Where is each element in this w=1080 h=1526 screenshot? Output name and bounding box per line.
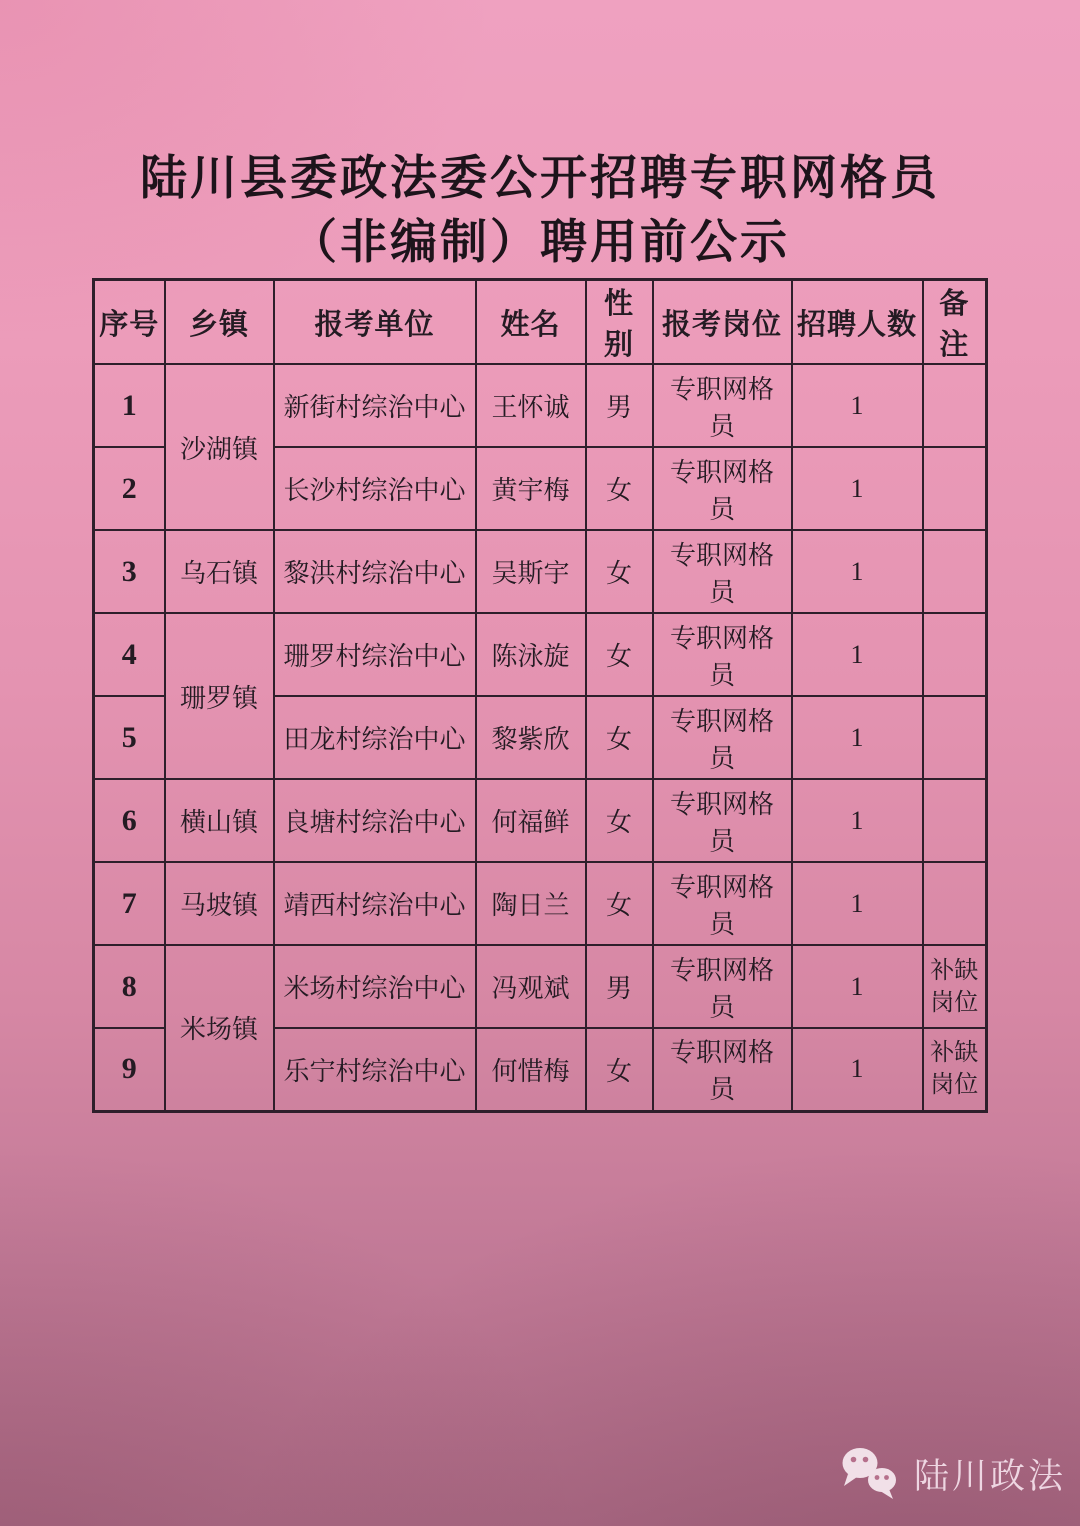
cell-gender: 男 [586, 945, 653, 1028]
cell-gender: 女 [586, 530, 653, 613]
cell-unit: 乐宁村综治中心 [274, 1028, 476, 1111]
table-row [94, 364, 987, 447]
cell-unit: 良塘村综治中心 [274, 779, 476, 862]
cell-position: 专职网格员 [653, 530, 792, 613]
col-header-note: 备注 [923, 280, 987, 365]
table-header-row [94, 280, 987, 365]
cell-count: 1 [792, 862, 923, 945]
cell-note [923, 862, 987, 945]
cell-name: 陈泳旋 [476, 613, 586, 696]
cell-name: 王怀诚 [476, 364, 586, 447]
cell-name: 冯观斌 [476, 945, 586, 1028]
announcement-title [0, 146, 1080, 274]
table-row [94, 530, 987, 613]
cell-no: 2 [94, 447, 165, 530]
cell-position: 专职网格员 [653, 696, 792, 779]
col-header-gender: 性别 [586, 280, 653, 365]
table-row [94, 862, 987, 945]
cell-town: 横山镇 [165, 779, 274, 862]
cell-gender: 女 [586, 613, 653, 696]
col-header-unit: 报考单位 [274, 280, 476, 365]
recruitment-table [92, 278, 988, 1113]
cell-count: 1 [792, 945, 923, 1028]
cell-no: 6 [94, 779, 165, 862]
col-header-town: 乡镇 [165, 280, 274, 365]
cell-gender: 男 [586, 364, 653, 447]
col-header-count: 招聘人数 [792, 280, 923, 365]
cell-note: 补缺岗位 [923, 945, 987, 1028]
cell-name: 黎紫欣 [476, 696, 586, 779]
cell-position: 专职网格员 [653, 613, 792, 696]
cell-count: 1 [792, 779, 923, 862]
cell-note: 补缺岗位 [923, 1028, 987, 1111]
cell-gender: 女 [586, 1028, 653, 1111]
cell-town: 珊罗镇 [165, 613, 274, 779]
table-row [94, 945, 987, 1028]
cell-position: 专职网格员 [653, 1028, 792, 1111]
cell-note [923, 364, 987, 447]
cell-unit: 田龙村综治中心 [274, 696, 476, 779]
cell-town: 马坡镇 [165, 862, 274, 945]
cell-unit: 靖西村综治中心 [274, 862, 476, 945]
col-header-position: 报考岗位 [653, 280, 792, 365]
cell-note [923, 447, 987, 530]
cell-no: 7 [94, 862, 165, 945]
cell-no: 3 [94, 530, 165, 613]
cell-gender: 女 [586, 696, 653, 779]
cell-count: 1 [792, 696, 923, 779]
wechat-watermark [838, 1446, 1066, 1502]
cell-unit: 新街村综治中心 [274, 364, 476, 447]
cell-town: 米场镇 [165, 945, 274, 1111]
cell-unit: 黎洪村综治中心 [274, 530, 476, 613]
cell-count: 1 [792, 364, 923, 447]
cell-position: 专职网格员 [653, 945, 792, 1028]
cell-no: 4 [94, 613, 165, 696]
cell-name: 何惜梅 [476, 1028, 586, 1111]
cell-gender: 女 [586, 862, 653, 945]
cell-note [923, 696, 987, 779]
cell-count: 1 [792, 1028, 923, 1111]
cell-note [923, 613, 987, 696]
wechat-icon [838, 1446, 902, 1502]
announcement-title-line2: （非编制）聘用前公示 [290, 215, 790, 268]
cell-gender: 女 [586, 779, 653, 862]
cell-position: 专职网格员 [653, 862, 792, 945]
col-header-name: 姓名 [476, 280, 586, 365]
cell-position: 专职网格员 [653, 364, 792, 447]
table-row [94, 779, 987, 862]
cell-name: 陶日兰 [476, 862, 586, 945]
cell-gender: 女 [586, 447, 653, 530]
col-header-no: 序号 [94, 280, 165, 365]
cell-no: 9 [94, 1028, 165, 1111]
cell-no: 8 [94, 945, 165, 1028]
cell-unit: 米场村综治中心 [274, 945, 476, 1028]
cell-position: 专职网格员 [653, 447, 792, 530]
cell-count: 1 [792, 447, 923, 530]
cell-name: 何福鲜 [476, 779, 586, 862]
cell-no: 5 [94, 696, 165, 779]
wechat-account-name: 陆川政法 [913, 1457, 1066, 1496]
cell-count: 1 [792, 530, 923, 613]
cell-position: 专职网格员 [653, 779, 792, 862]
cell-note [923, 530, 987, 613]
cell-name: 黄宇梅 [476, 447, 586, 530]
cell-count: 1 [792, 613, 923, 696]
cell-town: 乌石镇 [165, 530, 274, 613]
cell-name: 吴斯宇 [476, 530, 586, 613]
cell-no: 1 [94, 364, 165, 447]
announcement-title-line1: 陆川县委政法委公开招聘专职网格员 [140, 151, 940, 204]
cell-unit: 珊罗村综治中心 [274, 613, 476, 696]
table-row [94, 613, 987, 696]
cell-note [923, 779, 987, 862]
cell-town: 沙湖镇 [165, 364, 274, 530]
cell-unit: 长沙村综治中心 [274, 447, 476, 530]
